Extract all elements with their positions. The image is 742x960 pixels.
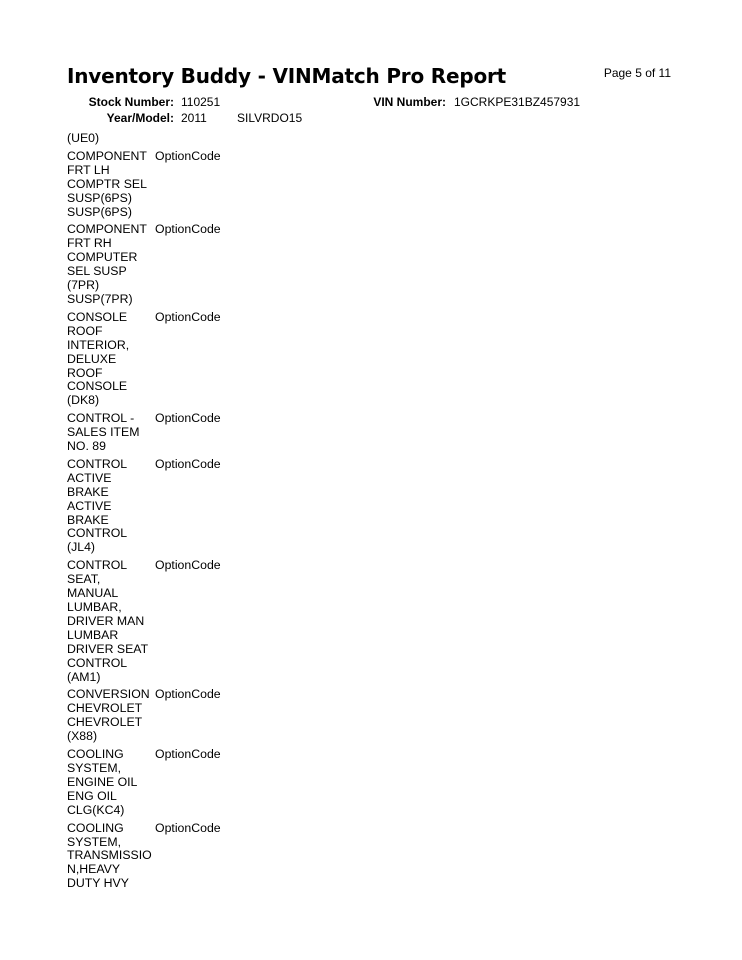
option-type: OptionCode <box>155 687 221 702</box>
option-type: OptionCode <box>155 148 221 163</box>
year-model-label: Year/Model: <box>106 111 174 125</box>
option-row <box>67 412 267 454</box>
option-type: OptionCode <box>155 411 221 426</box>
option-type: OptionCode <box>155 558 221 573</box>
vin-number-label: VIN Number: <box>373 95 446 109</box>
option-row <box>67 223 267 306</box>
model-value: SILVRDO15 <box>237 111 303 125</box>
option-list <box>67 132 267 895</box>
option-row <box>67 458 267 555</box>
option-type: OptionCode <box>155 309 221 324</box>
option-description: CONVERSION CHEVROLET CHEVROLET (X88) <box>67 687 150 744</box>
option-description: COOLING SYSTEM, ENGINE OIL ENG OIL CLG(KC4) <box>67 747 138 817</box>
option-type: OptionCode <box>155 747 221 762</box>
option-description: COMPONENT FRT RH COMPUTER SEL SUSP (7PR) SUSP(7PR) <box>67 222 147 306</box>
option-type: OptionCode <box>155 820 221 835</box>
option-description: CONTROL ACTIVE BRAKE ACTIVE BRAKE CONTROL (JL4) <box>67 456 128 555</box>
option-continued-code: (UE0) <box>67 131 100 145</box>
option-row <box>67 748 267 818</box>
option-description: COOLING SYSTEM, TRANSMISSIO N,HEAVY DUTY HVY <box>67 820 152 891</box>
page-number: Page 5 of 11 <box>603 66 671 80</box>
option-row <box>67 559 267 684</box>
option-row <box>67 311 267 408</box>
stock-number-value: 110251 <box>181 95 221 109</box>
option-description: COMPONENT FRT LH COMPTR SEL SUSP(6PS) SUSP(6PS) <box>67 148 147 219</box>
year-value: 2011 <box>181 111 207 125</box>
option-type: OptionCode <box>155 222 221 237</box>
option-description: CONTROL SEAT, MANUAL LUMBAR, DRIVER MAN LUMBAR DRIVER SEAT CONTROL (AM1) <box>67 558 149 684</box>
option-rows <box>67 150 267 891</box>
stock-number-label: Stock Number: <box>88 95 174 109</box>
option-description: CONSOLE ROOF INTERIOR, DELUXE ROOF CONSOLE (DK8) <box>67 309 130 408</box>
option-row <box>67 822 267 892</box>
option-row <box>67 688 267 744</box>
option-row <box>67 150 267 220</box>
report-title: Inventory Buddy - VINMatch Pro Report <box>67 64 507 88</box>
vin-number-value: 1GCRKPE31BZ457931 <box>454 95 581 109</box>
option-description: CONTROL - SALES ITEM NO. 89 <box>67 411 140 454</box>
option-type: OptionCode <box>155 456 221 471</box>
